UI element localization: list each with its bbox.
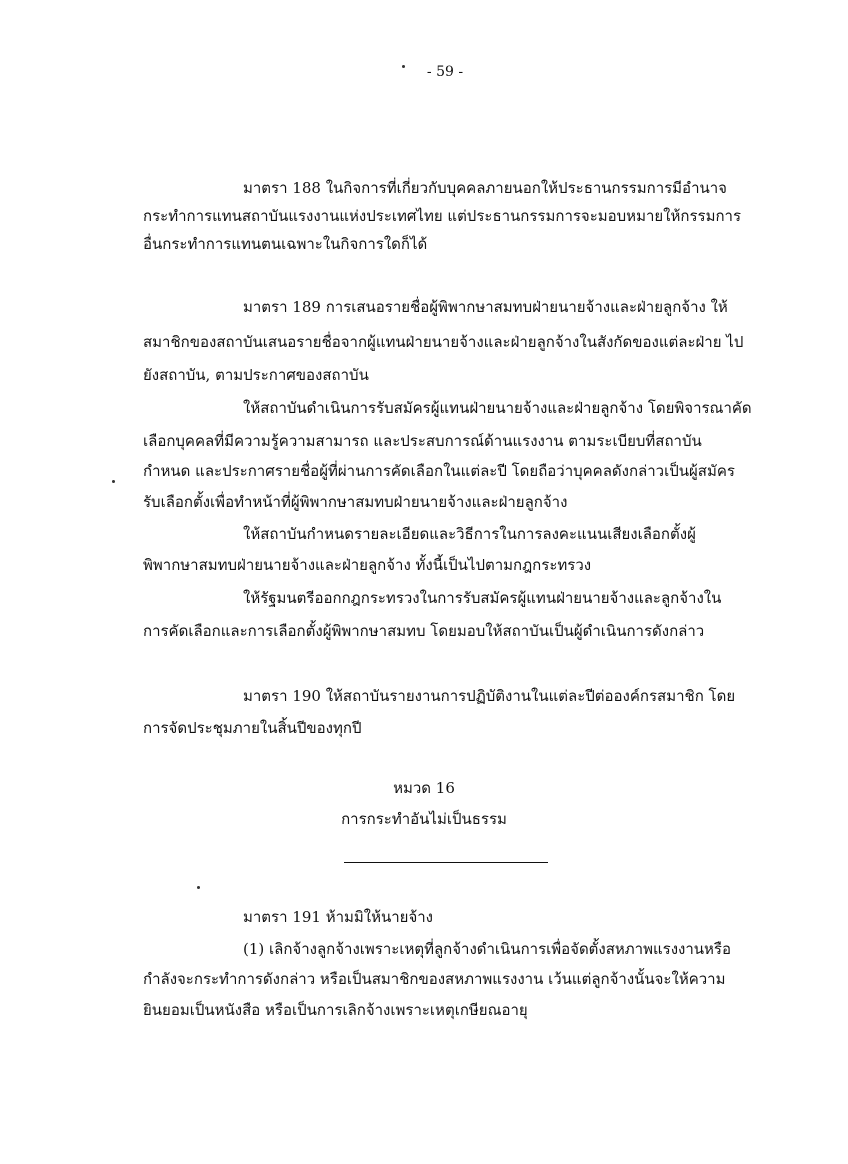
scan-speck xyxy=(402,65,405,68)
section-189-line-2: สมาชิกของสถาบันเสนอรายชื่อจากผู้แทนฝ่ายนายจ้างและฝ่ายลูกจ้างในสังกัดของแต่ละฝ่าย ไป xyxy=(143,333,744,351)
section-190-line-1: มาตรา 190 ให้สถาบันรายงานการปฏิบัติงานในแต่ละปีต่อองค์กรสมาชิก โดย xyxy=(243,687,736,705)
section-189-p3-line-2: พิพากษาสมทบฝ่ายนายจ้างและฝ่ายลูกจ้าง ทั้งนี้เป็นไปตามกฎกระทรวง xyxy=(143,556,592,574)
section-189-line-1: มาตรา 189 การเสนอรายชื่อผู้พิพากษาสมทบฝ่ายนายจ้างและฝ่ายลูกจ้าง ให้ xyxy=(243,298,728,316)
section-189-p2-line-3: กำหนด และประกาศรายชื่อผู้ที่ผ่านการคัดเลือกในแต่ละปี โดยถือว่าบุคคลดังกล่าวเป็นผู้สมัคร xyxy=(143,462,735,480)
section-188-line-2: กระทำการแทนสถาบันแรงงานแห่งประเทศไทย แต่ประธานกรรมการจะมอบหมายให้กรรมการ xyxy=(143,207,742,225)
section-189-p3-line-1: ให้สถาบันกำหนดรายละเอียดและวิธีการในการลงคะแนนเสียงเลือกตั้งผู้ xyxy=(243,525,696,543)
chapter-number: หมวด 16 xyxy=(393,779,455,797)
section-189-p2-line-4: รับเลือกตั้งเพื่อทำหน้าที่ผู้พิพากษาสมทบฝ่ายนายจ้างและฝ่ายลูกจ้าง xyxy=(143,493,568,511)
section-191-line-1: มาตรา 191 ห้ามมิให้นายจ้าง xyxy=(243,908,433,926)
section-189-p2-line-1: ให้สถาบันดำเนินการรับสมัครผู้แทนฝ่ายนายจ้างและฝ่ายลูกจ้าง โดยพิจารณาคัด xyxy=(243,399,752,417)
page-number: - 59 - xyxy=(426,64,464,80)
section-191-item-1-line-2: กำลังจะกระทำการดังกล่าว หรือเป็นสมาชิกของสหภาพแรงงาน เว้นแต่ลูกจ้างนั้นจะให้ความ xyxy=(143,970,726,988)
section-189-p4-line-2: การคัดเลือกและการเลือกตั้งผู้พิพากษาสมทบ โดยมอบให้สถาบันเป็นผู้ดำเนินการดังกล่าว xyxy=(143,622,705,640)
section-190-line-2: การจัดประชุมภายในสิ้นปีของทุกปี xyxy=(143,719,362,737)
section-188-line-1: มาตรา 188 ในกิจการที่เกี่ยวกับบุคคลภายนอกให้ประธานกรรมการมีอำนาจ xyxy=(243,179,727,197)
scan-speck xyxy=(197,886,200,889)
section-189-line-3: ยังสถาบัน, ตามประกาศของสถาบัน xyxy=(143,366,369,384)
chapter-title: การกระทำอันไม่เป็นธรรม xyxy=(341,810,507,828)
section-191-item-1-line-3: ยินยอมเป็นหนังสือ หรือเป็นการเลิกจ้างเพราะเหตุเกษียณอายุ xyxy=(143,1001,528,1019)
scan-speck xyxy=(112,480,115,483)
section-189-p2-line-2: เลือกบุคคลที่มีความรู้ความสามารถ และประสบการณ์ด้านแรงงาน ตามระเบียบที่สถาบัน xyxy=(143,432,702,450)
section-191-item-1-line-1: (1) เลิกจ้างลูกจ้างเพราะเหตุที่ลูกจ้างดำเนินการเพื่อจัดตั้งสหภาพแรงงานหรือ xyxy=(243,940,731,958)
section-188-line-3: อื่นกระทำการแทนตนเฉพาะในกิจการใดก็ได้ xyxy=(143,235,428,253)
section-189-p4-line-1: ให้รัฐมนตรีออกกฎกระทรวงในการรับสมัครผู้แทนฝ่ายนายจ้างและลูกจ้างใน xyxy=(243,589,722,607)
chapter-divider xyxy=(344,862,548,863)
